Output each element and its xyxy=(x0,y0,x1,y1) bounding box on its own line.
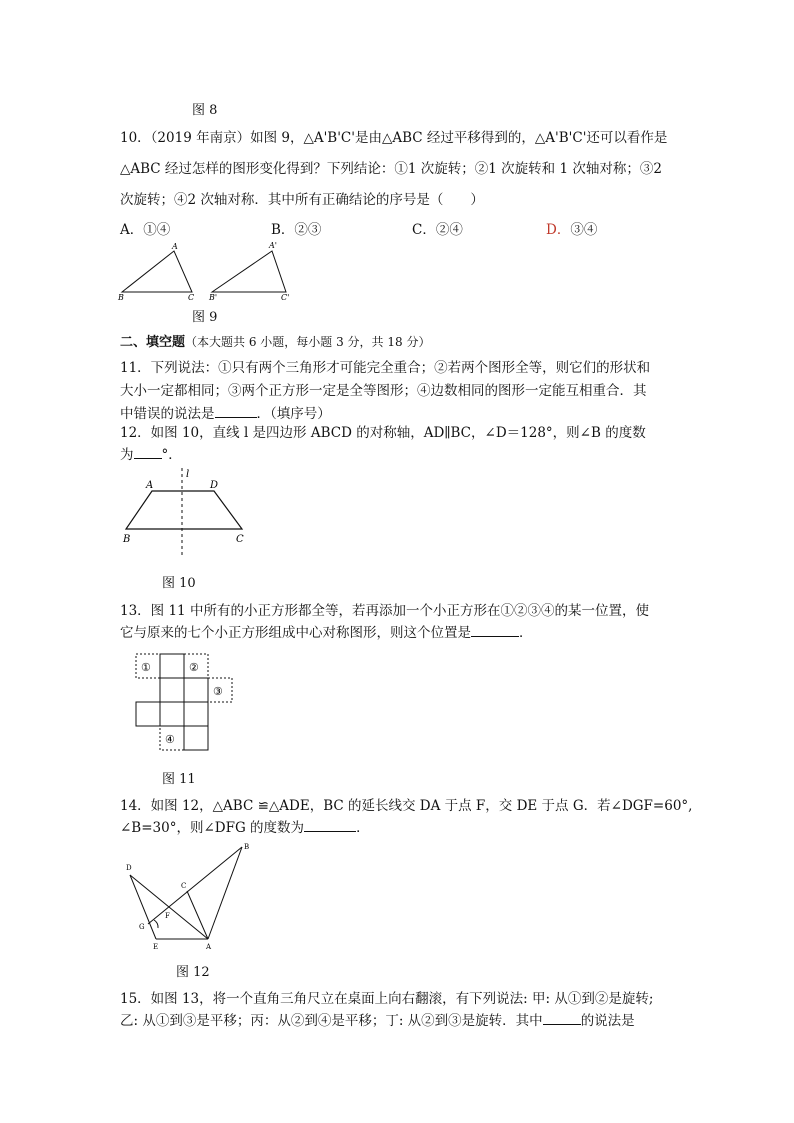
q10-option-a[interactable]: A．①④ xyxy=(120,222,171,238)
figure-9 xyxy=(112,238,302,308)
fig12-label-d: D xyxy=(126,864,132,872)
q15-line1: 15．如图 13，将一个直角三角尺立在桌面上向右翻滚，有下列说法: 甲: 从①到②是旋转; xyxy=(120,991,654,1007)
grid-square xyxy=(136,702,160,726)
q10-option-c[interactable]: C．②④ xyxy=(412,222,463,238)
q12-answer-blank[interactable] xyxy=(134,446,162,459)
fig9-caption: 图 9 xyxy=(192,310,218,325)
fig12-label-c: C xyxy=(181,882,187,890)
fig12-label-g: G xyxy=(139,923,145,931)
fig11-caption: 图 11 xyxy=(162,772,196,787)
fig10-label-d: D xyxy=(210,480,219,491)
fig9-label-c1: C' xyxy=(281,293,290,302)
fig10-label-b: B xyxy=(123,534,131,545)
fig9-label-b1: B' xyxy=(209,293,218,302)
q11-answer-blank[interactable] xyxy=(215,405,257,418)
figure-12 xyxy=(118,838,268,954)
fig9-label-b: B xyxy=(118,293,124,302)
fig12-label-a: A xyxy=(206,943,212,951)
fig11-label-4: ④ xyxy=(165,733,175,746)
q10-option-d[interactable]: D．③④ xyxy=(546,222,598,238)
grid-square xyxy=(160,702,184,726)
trapezoid-abcd xyxy=(126,491,242,529)
grid-square xyxy=(184,702,208,726)
q10-line3: 次旋转；④2 次轴对称．其中所有正确结论的序号是（ ） xyxy=(120,192,484,208)
fig12-label-f: F xyxy=(165,912,170,920)
q11-line3: 中错误的说法是 ．（填序号） xyxy=(120,406,331,422)
fig10-label-l: l xyxy=(186,469,190,480)
section2-note: （本大题共 6 小题，每小题 3 分，共 18 分） xyxy=(185,335,431,349)
fig9-label-c: C xyxy=(188,293,195,302)
fig12-label-e: E xyxy=(153,943,159,951)
fig8-caption: 图 8 xyxy=(192,103,218,118)
fig11-label-3: ③ xyxy=(213,685,223,698)
q11-line1: 11．下列说法：①只有两个三角形才可能完全重合；②若两个图形全等，则它们的形状和 xyxy=(120,360,651,376)
q10-line1: 10．（2019 年南京）如图 9，△A'B'C'是由△ABC 经过平移得到的，△A'B'C'还可以看作是 xyxy=(120,130,668,146)
grid-square xyxy=(160,654,184,678)
q12-line1: 12．如图 10，直线 l 是四边形 ABCD 的对称轴，AD∥BC，∠D＝128°，则∠B 的度数 xyxy=(120,425,646,441)
q11-line2: 大小一定都相同；③两个正方形一定是全等图形；④边数相同的图形一定能互相重合．其 xyxy=(120,383,647,399)
q10-line2: △ABC 经过怎样的图形变化得到？下列结论：①1 次旋转；②1 次旋转和 1 次轴对称；③2 xyxy=(120,161,662,177)
section2-heading xyxy=(120,331,430,350)
q14-answer-blank[interactable] xyxy=(304,819,356,832)
figure-10 xyxy=(118,462,258,562)
triangle-a1b1c1 xyxy=(212,251,286,292)
angle-arc-g xyxy=(154,920,158,928)
q10-option-b[interactable]: B．②③ xyxy=(271,222,322,238)
fig12-label-b: B xyxy=(244,843,250,851)
fig12-caption: 图 12 xyxy=(176,965,210,980)
fig11-label-1: ① xyxy=(141,661,151,674)
grid-square xyxy=(184,678,208,702)
fig9-label-a: A xyxy=(172,242,178,251)
q15-line2: 乙: 从①到③是平移；丙：从②到④是平移；丁: 从②到③是旋转．其中 的说法是 xyxy=(120,1013,635,1029)
q14-line1: 14．如图 12，△ABC ≌△ADE，BC 的延长线交 DA 于点 F，交 DE 于点 G．若∠DGF=60°, xyxy=(120,798,693,814)
fig10-caption: 图 10 xyxy=(162,576,196,591)
q15-answer-blank[interactable] xyxy=(543,1012,581,1025)
q13-answer-blank[interactable] xyxy=(471,624,519,637)
q13-line2: 它与原来的七个小正方形组成中心对称图形，则这个位置是 ． xyxy=(120,625,533,641)
grid-square xyxy=(184,726,208,750)
q14-line2: ∠B=30°，则∠DFG 的度数为 ． xyxy=(120,820,370,836)
figure-11 xyxy=(130,648,240,753)
grid-square xyxy=(160,678,184,702)
fig9-label-a1: A' xyxy=(269,241,277,250)
fig10-label-a: A xyxy=(146,480,154,491)
triangle-abc xyxy=(122,251,192,292)
segment-ca xyxy=(187,891,208,939)
section2-title: 二、填空题 xyxy=(120,335,186,350)
q12-line2: 为 °． xyxy=(120,447,182,463)
fig11-label-2: ② xyxy=(189,661,199,674)
q13-line1: 13．图 11 中所有的小正方形都全等，若再添加一个小正方形在①②③④的某一位置，使 xyxy=(120,603,649,619)
fig10-label-c: C xyxy=(236,534,244,545)
